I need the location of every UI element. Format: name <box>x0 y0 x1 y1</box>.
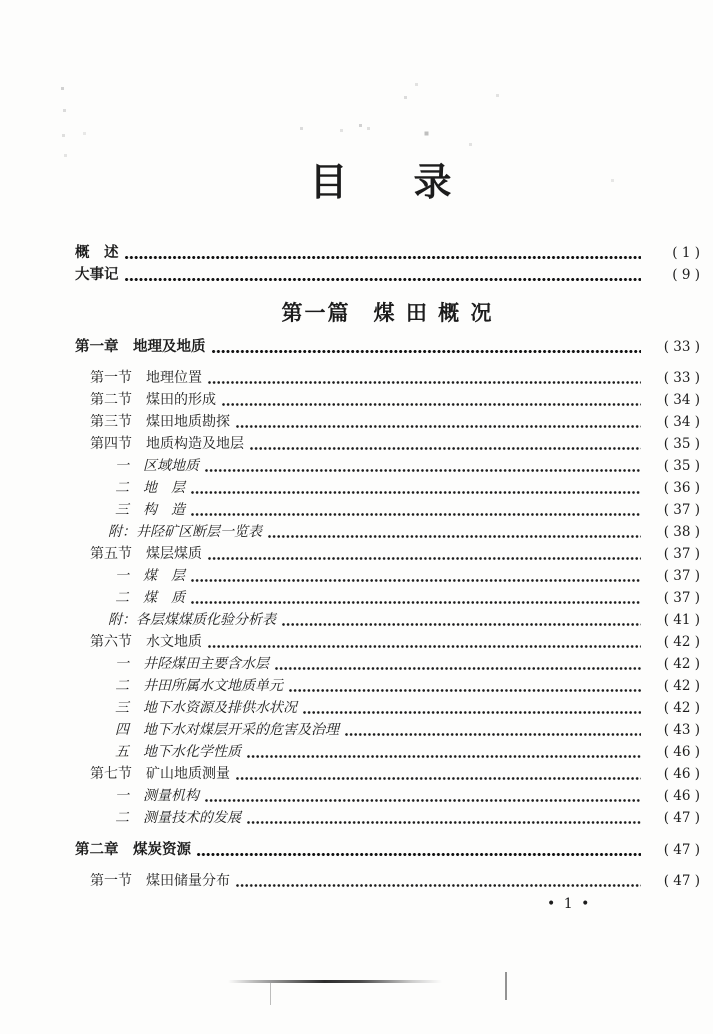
toc-entry <box>75 631 700 653</box>
toc-entry-label: 附：各层煤煤质化验分析表 <box>108 612 276 628</box>
toc-entry-label: 第二节 煤田的形成 <box>90 392 216 408</box>
dot-leader <box>247 821 641 824</box>
toc-entry <box>75 785 700 807</box>
toc-entry <box>75 389 700 411</box>
dot-leader <box>268 535 641 538</box>
toc-entry <box>75 697 700 719</box>
toc-entry-page: ( 47 ) <box>663 810 700 826</box>
toc-entry-page: ( 46 ) <box>663 744 700 760</box>
toc-list <box>75 242 700 892</box>
toc-entry <box>75 336 700 358</box>
toc-entry-label: 大事记 <box>75 267 119 283</box>
toc-entry <box>75 870 700 892</box>
toc-entry <box>75 675 700 697</box>
dot-leader <box>236 884 641 887</box>
toc-entry <box>75 763 700 785</box>
toc-entry <box>75 565 700 587</box>
toc-entry-page: ( 35 ) <box>663 458 700 474</box>
toc-entry-page: ( 37 ) <box>663 502 700 518</box>
toc-entry <box>75 653 700 675</box>
toc-entry-page: ( 42 ) <box>663 634 700 650</box>
toc-entry-label: 第一章 地理及地质 <box>75 339 206 355</box>
toc-entry-label: 第五节 煤层煤质 <box>90 546 202 562</box>
toc-entry-label: 第七节 矿山地质测量 <box>90 766 230 782</box>
page-title: 目 录 <box>309 160 466 204</box>
toc-entry-label: 一 煤 层 <box>115 568 185 584</box>
toc-entry <box>75 609 700 631</box>
toc-entry-label: 第一节 煤田储量分布 <box>90 873 230 889</box>
toc-entry-label: 第一节 地理位置 <box>90 370 202 386</box>
toc-entry-label: 二 煤 质 <box>115 590 185 606</box>
toc-entry-label: 一 测量机构 <box>115 788 199 804</box>
toc-entry-page: ( 34 ) <box>663 414 700 430</box>
toc-entry-label: 三 地下水资源及排供水状况 <box>115 700 297 716</box>
dot-leader <box>212 350 642 353</box>
toc-entry <box>75 242 700 264</box>
toc-entry-page: ( 38 ) <box>663 524 700 540</box>
dot-leader <box>236 425 641 428</box>
toc-entry-page: ( 41 ) <box>663 612 700 628</box>
toc-entry-page: ( 9 ) <box>672 267 700 283</box>
dot-leader <box>197 853 641 856</box>
dot-leader <box>191 601 641 604</box>
page-content <box>75 0 700 892</box>
toc-entry-page: ( 46 ) <box>663 766 700 782</box>
toc-entry <box>75 455 700 477</box>
toc-entry-label: 第四节 地质构造及地层 <box>90 436 244 452</box>
toc-entry-label: 附：井陉矿区断层一览表 <box>108 524 262 540</box>
toc-entry-page: ( 33 ) <box>663 339 700 355</box>
dot-leader <box>289 689 641 692</box>
page-number-footer: • 1 • <box>547 896 592 912</box>
scan-artifact-tick-right <box>505 972 507 1000</box>
toc-entry <box>75 521 700 543</box>
toc-entry <box>75 477 700 499</box>
toc-entry-page: ( 33 ) <box>663 370 700 386</box>
toc-entry-label: 第三节 煤田地质勘探 <box>90 414 230 430</box>
toc-entry-page: ( 47 ) <box>663 873 700 889</box>
toc-entry-label: 概 述 <box>75 245 119 261</box>
toc-entry-page: ( 42 ) <box>663 700 700 716</box>
dot-leader <box>205 469 641 472</box>
toc-entry <box>75 499 700 521</box>
toc-entry-label: 第二章 煤炭资源 <box>75 842 191 858</box>
toc-entry-label: 二 地 层 <box>115 480 185 496</box>
toc-entry <box>75 839 700 861</box>
scan-noise-speckles <box>0 0 1 1</box>
toc-entry-label: 五 地下水化学性质 <box>115 744 241 760</box>
scan-artifact-tick-left <box>270 983 271 1005</box>
toc-entry <box>75 587 700 609</box>
dot-leader <box>247 755 641 758</box>
toc-entry <box>75 741 700 763</box>
dot-leader <box>125 256 642 259</box>
toc-entry-page: ( 36 ) <box>663 480 700 496</box>
toc-entry-label: 三 构 造 <box>115 502 185 518</box>
toc-entry-label: 二 井田所属水文地质单元 <box>115 678 283 694</box>
toc-entry-page: ( 42 ) <box>663 678 700 694</box>
dot-leader <box>275 667 641 670</box>
toc-entry-page: ( 37 ) <box>663 546 700 562</box>
toc-entry-page: ( 42 ) <box>663 656 700 672</box>
toc-entry-label: 一 井陉煤田主要含水层 <box>115 656 269 672</box>
dot-leader <box>208 557 641 560</box>
dot-leader <box>205 799 641 802</box>
dot-leader <box>125 278 642 281</box>
toc-entry-page: ( 43 ) <box>663 722 700 738</box>
toc-entry-label: 第六节 水文地质 <box>90 634 202 650</box>
dot-leader <box>303 711 641 714</box>
toc-entry-page: ( 37 ) <box>663 590 700 606</box>
toc-entry-page: ( 1 ) <box>672 245 700 261</box>
toc-entry <box>75 543 700 565</box>
dot-leader <box>191 579 641 582</box>
toc-entry <box>75 264 700 286</box>
dot-leader <box>208 381 641 384</box>
toc-entry-label: 二 测量技术的发展 <box>115 810 241 826</box>
toc-entry-page: ( 34 ) <box>663 392 700 408</box>
toc-entry <box>75 719 700 741</box>
toc-entry-page: ( 37 ) <box>663 568 700 584</box>
part-heading: 第一篇 煤 田 概 况 <box>281 300 494 325</box>
toc-entry <box>75 367 700 389</box>
dot-leader <box>222 403 641 406</box>
dot-leader <box>208 645 641 648</box>
dot-leader <box>191 513 641 516</box>
toc-entry-page: ( 47 ) <box>663 842 700 858</box>
dot-leader <box>250 447 641 450</box>
toc-entry-label: 一 区域地质 <box>115 458 199 474</box>
dot-leader <box>236 777 641 780</box>
toc-entry <box>75 411 700 433</box>
scan-artifact-line <box>228 980 442 983</box>
toc-entry <box>75 807 700 829</box>
toc-entry-page: ( 46 ) <box>663 788 700 804</box>
dot-leader <box>282 623 641 626</box>
dot-leader <box>191 491 641 494</box>
dot-leader <box>345 733 641 736</box>
toc-entry <box>75 433 700 455</box>
toc-entry-label: 四 地下水对煤层开采的危害及治理 <box>115 722 339 738</box>
toc-entry-page: ( 35 ) <box>663 436 700 452</box>
